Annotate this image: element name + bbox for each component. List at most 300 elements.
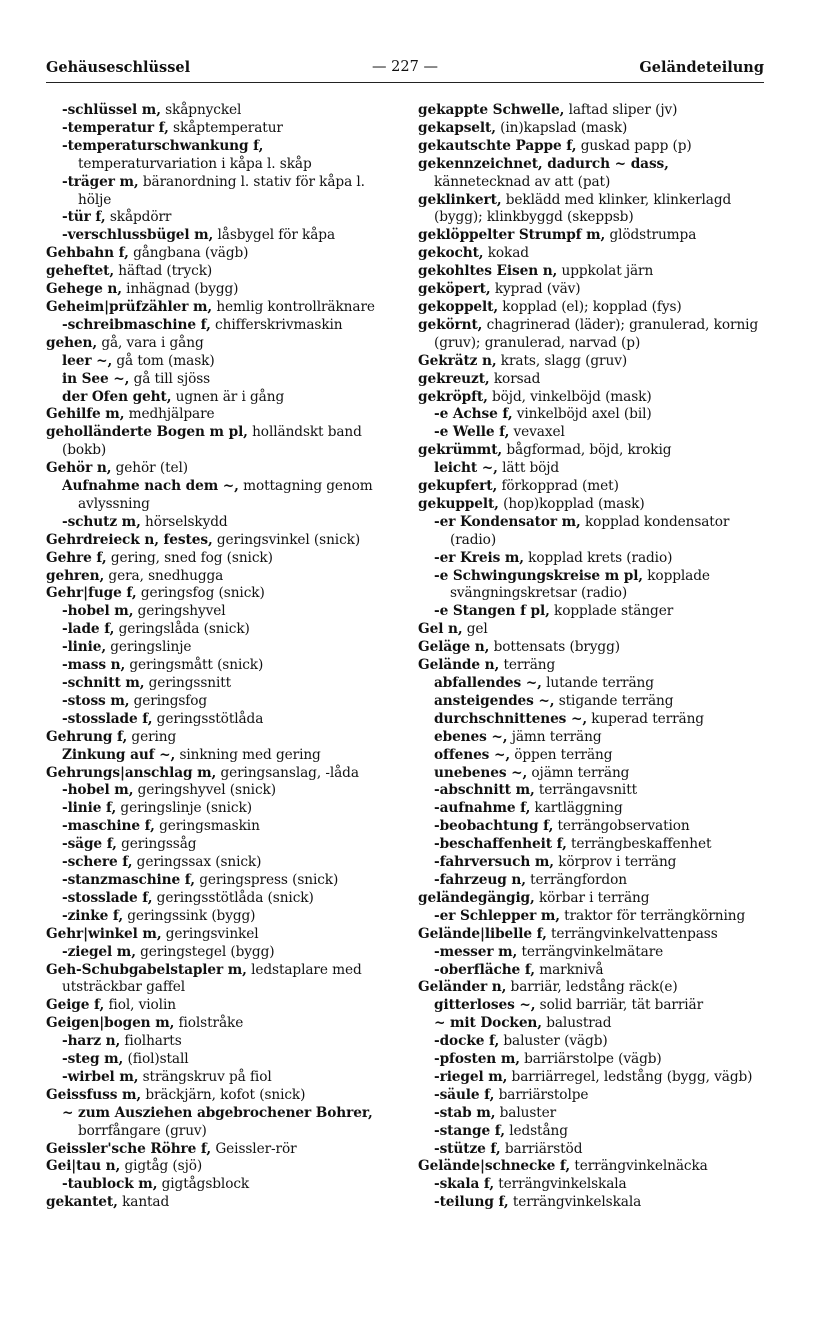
entry-term: geköpert, [418, 281, 491, 298]
subentry [46, 621, 392, 639]
subentry [46, 603, 392, 621]
dictionary-entry [418, 926, 768, 944]
dictionary-entry [418, 299, 768, 317]
entry-term: -beschaffenheit f, [434, 836, 567, 853]
subentry [418, 1194, 768, 1212]
dictionary-entry [418, 371, 768, 389]
subentry [46, 836, 392, 854]
subentry [418, 1176, 768, 1194]
entry-term: gekrümmt, [418, 442, 503, 459]
entry-term: -lade f, [62, 621, 115, 638]
subentry [418, 836, 768, 854]
entry-term: -pfosten m, [434, 1051, 520, 1068]
entry-term: -abschnitt m, [434, 782, 535, 799]
entry-term: ~ mit Docken, [434, 1015, 542, 1032]
entry-term: Gel n, [418, 621, 463, 638]
dictionary-entry [418, 138, 768, 156]
entry-definition: laftad sliper (jv) [564, 102, 678, 118]
entry-term: -e Schwingungskreise m pl, [434, 567, 643, 584]
entry-term: Geigen|bogen m, [46, 1015, 175, 1032]
entry-definition: gå, vara i gång [97, 334, 204, 351]
entry-definition: kopplad kondensator (radio) [450, 513, 730, 548]
entry-term: -teilung f, [434, 1194, 509, 1211]
subentry [418, 854, 768, 872]
entry-definition: geringslinje [106, 639, 192, 656]
entry-term: -aufnahme f, [434, 800, 531, 817]
entry-term: -maschine f, [62, 818, 155, 835]
entry-definition: solid barriär, tät barriär [535, 997, 704, 1014]
entry-definition: holländskt band (bokb) [62, 424, 362, 459]
entry-term: -er Kondensator m, [434, 513, 581, 530]
entry-definition: gigtåg (sjö) [120, 1158, 203, 1175]
dictionary-entry [418, 389, 768, 407]
entry-definition: (in)kapslad (mask) [495, 119, 628, 136]
dictionary-entry [418, 317, 768, 353]
subentry [46, 639, 392, 657]
entry-term: -e Stangen f pl, [434, 603, 550, 620]
entry-term: Zinkung auf ~, [62, 746, 176, 763]
entry-definition: geringsvinkel (snick) [212, 531, 361, 548]
subentry [418, 568, 768, 604]
dictionary-entry [46, 281, 392, 299]
subentry [418, 1105, 768, 1123]
entry-definition: terrängvinkelskala [494, 1176, 627, 1193]
entry-term: Gehrungs|anschlag m, [46, 764, 217, 781]
entry-term: Gehbahn f, [46, 245, 129, 262]
entry-term: -docke f, [434, 1033, 500, 1050]
entry-definition: vevaxel [509, 424, 565, 441]
entry-term: -träger m, [62, 173, 139, 190]
subentry [46, 854, 392, 872]
entry-definition: strängskruv på fiol [138, 1068, 272, 1085]
subentry [46, 209, 392, 227]
entry-term: Gelände|libelle f, [418, 925, 547, 942]
subentry [418, 944, 768, 962]
dictionary-entry [46, 568, 392, 586]
entry-definition: balustrad [541, 1015, 612, 1032]
entry-definition: geringspress (snick) [194, 871, 339, 888]
subentry [46, 389, 392, 407]
subentry [46, 693, 392, 711]
subentry [46, 818, 392, 836]
entry-term: Geige f, [46, 997, 105, 1014]
subentry [418, 424, 768, 442]
subentry [418, 550, 768, 568]
entry-term: ~ zum Ausziehen abgebrochener Bohrer, [62, 1104, 373, 1121]
subentry [418, 603, 768, 621]
entry-term: -fahrzeug n, [434, 871, 526, 888]
entry-term: -harz n, [62, 1033, 121, 1050]
entry-term: Gehre f, [46, 549, 107, 566]
subentry [418, 782, 768, 800]
entry-definition: geringsstötlåda (snick) [152, 889, 314, 906]
entry-term: gekennzeichnet, dadurch ~ dass, [418, 155, 669, 172]
entry-term: Gehör n, [46, 460, 112, 477]
subentry [46, 800, 392, 818]
entry-definition: låsbygel för kåpa [213, 227, 336, 244]
dictionary-entry [46, 424, 392, 460]
entry-term: -säge f, [62, 836, 117, 853]
entry-term: ansteigendes ~, [434, 692, 555, 709]
entry-term: -schere f, [62, 854, 133, 871]
entry-definition: skåpdörr [105, 209, 172, 226]
dictionary-entry [418, 890, 768, 908]
entry-term: in See ~, [62, 370, 130, 387]
entry-definition: gel [462, 621, 488, 638]
entry-definition: stigande terräng [554, 692, 674, 709]
entry-definition: geringshyvel (snick) [133, 782, 276, 799]
entry-definition: geringsstötlåda [152, 710, 264, 727]
entry-definition: skåptemperatur [168, 119, 283, 136]
entry-term: -messer m, [434, 943, 518, 960]
entry-term: Gelände|schnecke f, [418, 1158, 571, 1175]
subentry [46, 1069, 392, 1087]
dictionary-entry [46, 245, 392, 263]
entry-term: abfallendes ~, [434, 675, 542, 691]
entry-term: Gehilfe m, [46, 406, 125, 423]
entry-term: Gehrung f, [46, 728, 128, 745]
entry-definition: terrängvinkelskala [508, 1194, 642, 1211]
entry-definition: kopplad krets (radio) [523, 549, 673, 566]
subentry [46, 478, 392, 514]
entry-term: gekreuzt, [418, 370, 490, 387]
subentry [418, 460, 768, 478]
entry-definition: borrfångare (gruv) [78, 1122, 207, 1139]
entry-term: -verschlussbügel m, [62, 227, 214, 244]
header-rule [46, 82, 764, 83]
entry-definition: kartläggning [530, 800, 623, 817]
entry-term: gekoppelt, [418, 298, 499, 315]
dictionary-entry [418, 192, 768, 228]
entry-term: -linie f, [62, 800, 117, 817]
subentry [46, 1105, 392, 1141]
entry-term: -ziegel m, [62, 943, 136, 960]
entry-definition: barriärstöd [500, 1140, 583, 1157]
entry-definition: gå tom (mask) [112, 352, 215, 369]
entry-term: Aufnahme nach dem ~, [62, 478, 239, 495]
dictionary-entry [46, 550, 392, 568]
entry-definition: geringssink (bygg) [123, 907, 256, 924]
entry-term: geholländerte Bogen m pl, [46, 424, 248, 441]
entry-definition: jämn terräng [507, 728, 602, 745]
entry-definition: kokad [483, 245, 529, 262]
dictionary-entry [46, 997, 392, 1015]
subentry [46, 138, 392, 174]
entry-definition: glödstrumpa [605, 227, 697, 244]
entry-definition: terrängvinkelvattenpass [546, 925, 718, 942]
entry-term: gekupfert, [418, 478, 498, 495]
subentry [46, 371, 392, 389]
entry-definition: geringsfog (snick) [136, 585, 265, 602]
entry-definition: terrängavsnitt [534, 782, 638, 799]
entry-definition: inhägnad (bygg) [121, 281, 239, 298]
page-number: — 227 — [372, 59, 438, 75]
subentry [418, 765, 768, 783]
entry-definition: geringshyvel [133, 603, 226, 620]
subentry [46, 657, 392, 675]
entry-term: -stoss m, [62, 692, 130, 709]
subentry [418, 872, 768, 890]
entry-term: Geländer n, [418, 979, 507, 996]
subentry [46, 1051, 392, 1069]
entry-definition: böjd, vinkelböjd (mask) [487, 388, 652, 405]
entry-term: geklöppelter Strumpf m, [418, 227, 606, 244]
entry-definition: gigtågsblock [157, 1176, 250, 1193]
entry-term: -taublock m, [62, 1176, 158, 1193]
subentry [46, 782, 392, 800]
entry-term: leicht ~, [434, 460, 498, 477]
entry-definition: terrängobservation [553, 818, 690, 835]
entry-term: -zinke f, [62, 907, 124, 924]
subentry [46, 908, 392, 926]
entry-definition: ojämn terräng [527, 764, 630, 781]
dictionary-entry [46, 299, 392, 317]
subentry [46, 872, 392, 890]
entry-term: gekocht, [418, 245, 484, 262]
subentry [418, 711, 768, 729]
subentry [418, 1033, 768, 1051]
entry-term: gekappte Schwelle, [418, 102, 565, 118]
dictionary-entry [46, 335, 392, 353]
entry-term: -stosslade f, [62, 889, 153, 906]
entry-term: Gehege n, [46, 281, 122, 298]
entry-definition: geringsmått (snick) [125, 657, 264, 674]
subentry [46, 890, 392, 908]
entry-definition: terrängbeskaffenhet [566, 836, 712, 853]
entry-term: -schreibmaschine f, [62, 316, 211, 333]
entry-term: gekapselt, [418, 119, 496, 136]
entry-term: -schutz m, [62, 513, 141, 530]
subentry [418, 1087, 768, 1105]
entry-term: gekantet, [46, 1194, 118, 1211]
dictionary-entry [46, 1087, 392, 1105]
entry-definition: kuperad terräng [586, 710, 704, 727]
dictionary-entry [418, 353, 768, 371]
entry-definition: barriärstolpe (vägb) [519, 1051, 662, 1068]
dictionary-entry [418, 120, 768, 138]
dictionary-entry [418, 281, 768, 299]
dictionary-entry [418, 102, 768, 120]
dictionary-entry [418, 496, 768, 514]
entry-term: unebenes ~, [434, 764, 528, 781]
entry-term: -schnitt m, [62, 675, 145, 691]
subentry [418, 675, 768, 693]
dictionary-entry [418, 621, 768, 639]
dictionary-entry [418, 478, 768, 496]
entry-term: -skala f, [434, 1176, 495, 1193]
entry-definition: medhjälpare [124, 406, 215, 423]
entry-definition: (fiol)stall [123, 1051, 189, 1068]
dictionary-entry [46, 532, 392, 550]
entry-definition: bäranordning l. stativ för kåpa l. hölje [78, 173, 365, 208]
entry-definition: baluster (vägb) [499, 1033, 608, 1050]
entry-term: -stanzmaschine f, [62, 871, 195, 888]
entry-definition: geringslåda (snick) [114, 621, 250, 638]
entry-definition: korsad [489, 370, 541, 387]
entry-term: -hobel m, [62, 603, 134, 620]
entry-term: Gei|tau n, [46, 1158, 121, 1175]
subentry [418, 1051, 768, 1069]
entry-definition: barriär, ledstång räck(e) [506, 979, 678, 996]
entry-definition: häftad (tryck) [114, 263, 213, 280]
dictionary-entry [46, 406, 392, 424]
entry-definition: skåpnyckel [160, 102, 242, 118]
running-header [46, 55, 764, 79]
dictionary-entry [46, 962, 392, 998]
entry-term: -mass n, [62, 657, 126, 674]
dictionary-entry [418, 657, 768, 675]
subentry [418, 747, 768, 765]
entry-term: gekörnt, [418, 316, 483, 333]
entry-term: Geheim|prüfzähler m, [46, 298, 213, 315]
entry-term: -steg m, [62, 1051, 124, 1068]
entry-term: Geh-Schubgabelstapler m, [46, 961, 247, 978]
entry-definition: terräng [499, 657, 556, 674]
entry-term: Gehr|fuge f, [46, 585, 137, 602]
header-last-entry: Geländeteilung [639, 59, 764, 76]
entry-definition: vinkelböjd axel (bil) [512, 406, 652, 423]
dictionary-entry [46, 926, 392, 944]
dictionary-entry [46, 729, 392, 747]
entry-definition: barriärregel, ledstång (bygg, vägb) [507, 1068, 753, 1085]
entry-definition: hörselskydd [140, 513, 228, 530]
subentry [46, 711, 392, 729]
entry-definition: körprov i terräng [553, 854, 677, 871]
subentry [46, 944, 392, 962]
subentry [418, 1141, 768, 1159]
entry-definition: krats, slagg (gruv) [496, 352, 628, 369]
entry-definition: geringsfog [129, 692, 208, 709]
dictionary-entry [46, 460, 392, 478]
entry-term: -temperaturschwankung f, [62, 137, 264, 154]
entry-definition: uppkolat järn [557, 263, 654, 280]
entry-definition: geringsvinkel [161, 925, 259, 942]
entry-definition: geringstegel (bygg) [135, 943, 275, 960]
left-column [46, 102, 392, 1212]
entry-definition: geringsanslag, -låda [216, 764, 359, 781]
entry-term: -stange f, [434, 1122, 505, 1139]
entry-definition: lätt böjd [497, 460, 560, 477]
entry-definition: kantad [117, 1194, 170, 1211]
entry-term: gekohltes Eisen n, [418, 263, 558, 280]
subentry [418, 1015, 768, 1033]
entry-definition: beklädd med klinker, klinkerlagd (bygg); klinkbyggd (skeppsb) [434, 191, 732, 226]
entry-definition: bräckjärn, kofot (snick) [141, 1086, 306, 1103]
entry-term: -schlüssel m, [62, 102, 161, 118]
entry-definition: öppen terräng [509, 746, 613, 763]
subentry [418, 1069, 768, 1087]
entry-term: -stab m, [434, 1104, 496, 1121]
subentry [46, 120, 392, 138]
subentry [46, 514, 392, 532]
entry-term: -stütze f, [434, 1140, 501, 1157]
header-first-entry: Gehäuseschlüssel [46, 59, 191, 76]
entry-definition: baluster [495, 1104, 557, 1121]
subentry [418, 729, 768, 747]
entry-term: Gekrätz n, [418, 352, 497, 369]
entry-definition: kopplad (el); kopplad (fys) [498, 298, 682, 315]
subentry [418, 997, 768, 1015]
dictionary-entry [418, 227, 768, 245]
entry-term: gekröpft, [418, 388, 488, 405]
entry-definition: geringsmaskin [154, 818, 260, 835]
entry-definition: geringssåg [116, 836, 197, 853]
subentry [418, 693, 768, 711]
entry-term: geländegängig, [418, 889, 535, 906]
entry-definition: terrängvinkelnäcka [570, 1158, 708, 1175]
entry-term: -er Schlepper m, [434, 907, 560, 924]
entry-definition: barriärstolpe [494, 1086, 589, 1103]
subentry [46, 747, 392, 765]
entry-term: Geissfuss m, [46, 1086, 142, 1103]
subentry [46, 675, 392, 693]
dictionary-entry [46, 1141, 392, 1159]
entry-term: ebenes ~, [434, 728, 508, 745]
subentry [46, 1033, 392, 1051]
entry-term: gekautschte Pappe f, [418, 137, 577, 154]
entry-definition: gering [127, 728, 177, 745]
entry-definition: kopplade stänger [549, 603, 674, 620]
subentry [46, 174, 392, 210]
entry-term: Geläge n, [418, 639, 490, 656]
entry-definition: bottensats (brygg) [489, 639, 620, 656]
entry-term: -riegel m, [434, 1068, 508, 1085]
entry-definition: fiolstråke [174, 1015, 244, 1032]
entry-definition: gera, snedhugga [104, 567, 224, 584]
entry-definition: geringssnitt [144, 675, 232, 691]
subentry [46, 227, 392, 245]
entry-term: leer ~, [62, 352, 113, 369]
entry-definition: geringssax (snick) [132, 854, 262, 871]
dictionary-entry [46, 1158, 392, 1176]
subentry [418, 962, 768, 980]
entry-term: -temperatur f, [62, 119, 169, 136]
entry-definition: lutande terräng [541, 675, 654, 691]
entry-definition: körbar i terräng [534, 889, 650, 906]
subentry [418, 1123, 768, 1141]
dictionary-entry [46, 263, 392, 281]
entry-definition: hemlig kontrollräknare [212, 298, 375, 315]
entry-definition: sinkning med gering [175, 746, 321, 763]
dictionary-entry [418, 639, 768, 657]
entry-term: geklinkert, [418, 191, 502, 208]
entry-term: Geissler'sche Röhre f, [46, 1140, 212, 1157]
entry-term: -linie, [62, 639, 107, 656]
entry-term: gekuppelt, [418, 495, 499, 512]
entry-definition: Geissler-rör [211, 1140, 297, 1157]
entry-definition: chifferskrivmaskin [210, 316, 343, 333]
subentry [46, 317, 392, 335]
dictionary-entry [46, 1015, 392, 1033]
entry-term: -wirbel m, [62, 1068, 139, 1085]
entry-term: Gehrdreieck n, festes, [46, 531, 213, 548]
entry-definition: kopplade svängningskretsar (radio) [450, 567, 710, 602]
entry-term: offenes ~, [434, 746, 510, 763]
entry-definition: gå till sjöss [129, 370, 211, 387]
entry-definition: fiol, violin [104, 997, 176, 1014]
entry-definition: geringslinje (snick) [116, 800, 252, 817]
entry-definition: gering, sned fog (snick) [106, 549, 273, 566]
subentry [418, 818, 768, 836]
dictionary-entry [418, 979, 768, 997]
entry-definition: ugnen är i gång [171, 388, 285, 405]
entry-term: Gelände n, [418, 657, 500, 674]
entry-term: -hobel m, [62, 782, 134, 799]
dictionary-entry [46, 1194, 392, 1212]
entry-term: -e Welle f, [434, 424, 510, 441]
entry-definition: förkopprad (met) [497, 478, 619, 495]
subentry [418, 406, 768, 424]
